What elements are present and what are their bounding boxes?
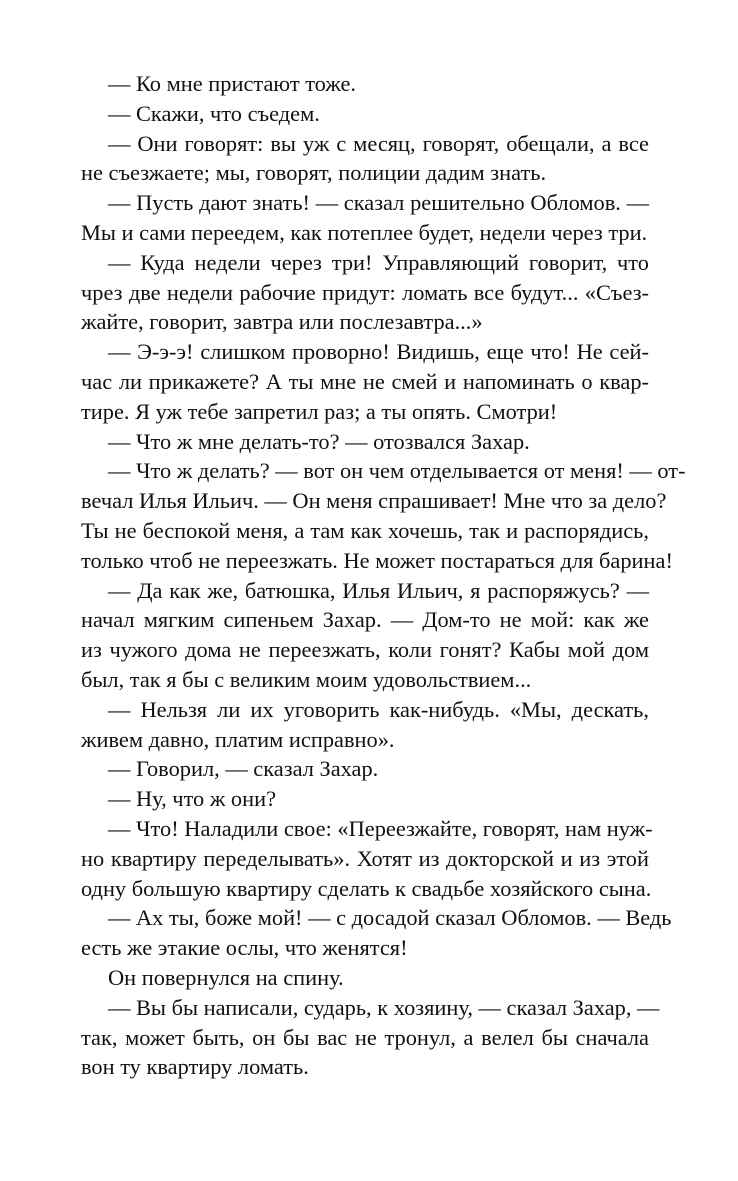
text-line: — Э-э-э! слишком проворно! Видишь, еще что! Не сей-: [108, 339, 649, 365]
text-line: вечал Илья Ильич. — Он меня спрашивает! Мне что за дело?: [81, 488, 667, 514]
text-line: Ты не беспокой меня, а там как хочешь, так и распорядись,: [81, 517, 649, 543]
text-line: — Ну, что ж они?: [108, 786, 277, 812]
text-line: Он повернулся на спину.: [108, 964, 344, 990]
text-line: — Они говорят: вы уж с месяц, говорят, обещали, а все: [108, 130, 649, 156]
text-line: — Что! Наладили свое: «Переезжайте, говорят, нам нуж-: [108, 815, 653, 841]
text-line: — Куда недели через три! Управляющий говорит, что: [108, 249, 649, 275]
text-line: не съезжаете; мы, говорят, полиции дадим знать.: [81, 160, 547, 186]
text-line: час ли прикажете? А ты мне не смей и напоминать о квар-: [81, 368, 649, 394]
text-line: но квартиру переделывать». Хотят из докторской и из этой: [81, 845, 649, 871]
text-line: есть же этакие ослы, что женятся!: [81, 935, 408, 961]
text-line: — Да как же, батюшка, Илья Ильич, я распоряжусь? —: [108, 577, 649, 603]
text-line: так, может быть, он бы вас не тронул, а велел бы сначала: [81, 1024, 649, 1050]
text-line: из чужого дома не переезжать, коли гонят? Кабы мой дом: [81, 637, 649, 663]
text-line: чрез две недели рабочие придут: ломать все будут... «Съез-: [81, 279, 649, 305]
text-line: только чтоб не переезжать. Не может постараться для барина!: [81, 547, 673, 573]
text-line: жайте, говорит, завтра или послезавтра...»: [81, 309, 483, 335]
text-line: был, так я бы с великим моим удовольствием...: [81, 666, 532, 692]
text-line: — Ко мне пристают тоже.: [108, 71, 357, 96]
text-line: вон ту квартиру ломать.: [81, 1054, 309, 1080]
text-line: — Вы бы написали, сударь, к хозяину, — сказал Захар, —: [108, 994, 660, 1020]
page-text-block: [81, 69, 686, 1082]
text-line: — Скажи, что съедем.: [108, 100, 320, 126]
text-line: одну большую квартиру сделать к свадьбе хозяйского сына.: [81, 875, 652, 901]
text-line: — Нельзя ли их уговорить как-нибудь. «Мы, дескать,: [108, 696, 649, 722]
text-line: начал мягким сипеньем Захар. — Дом-то не мой: как же: [81, 607, 649, 633]
text-line: — Что ж мне делать-то? — отозвался Захар.: [108, 428, 530, 454]
text-line: — Говорил, — сказал Захар.: [108, 756, 379, 782]
text-line: — Пусть дают знать! — сказал решительно Обломов. —: [108, 190, 649, 216]
text-line: живем давно, платим исправно».: [81, 726, 395, 752]
text-line: Мы и сами переедем, как потеплее будет, недели через три.: [81, 219, 648, 245]
text-line: — Ах ты, боже мой! — с досадой сказал Обломов. — Ведь: [108, 905, 672, 931]
text-line: тире. Я уж тебе запретил раз; а ты опять. Смотри!: [81, 398, 558, 424]
text-line: — Что ж делать? — вот он чем отделывается от меня! — от-: [108, 458, 686, 484]
